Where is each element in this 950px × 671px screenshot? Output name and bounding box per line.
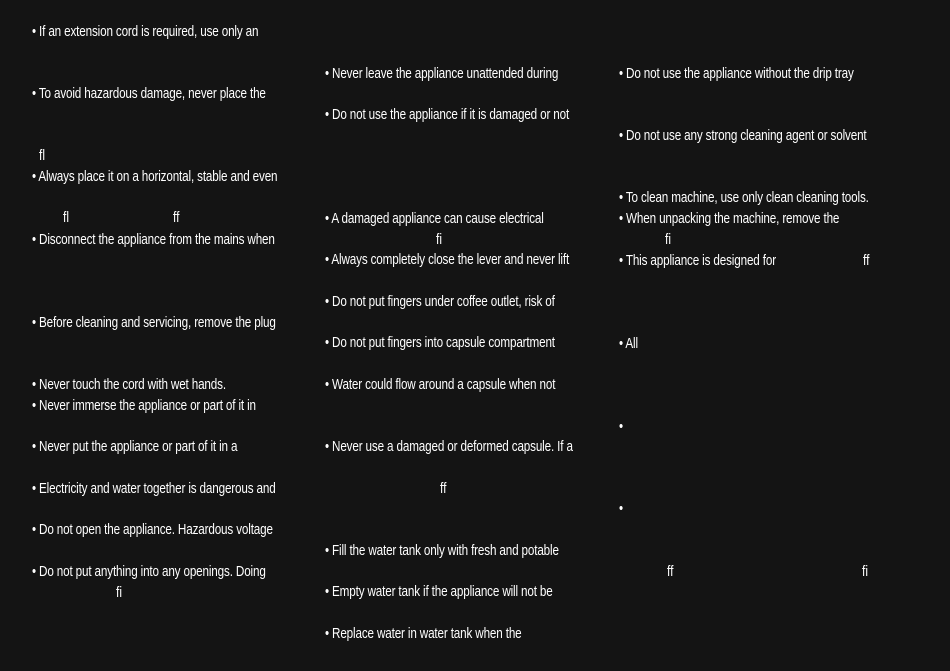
- ligature-fragment: fl: [39, 147, 45, 164]
- bullet-fresh-water: • Fill the water tank only with fresh and potable: [325, 542, 559, 559]
- bullet-extension-cord: • If an extension cord is required, use only an: [32, 23, 259, 40]
- bullet-disconnect-mains: • Disconnect the appliance from the mains when: [32, 231, 275, 248]
- bullet-hazardous-voltage: • Do not open the appliance. Hazardous voltage: [32, 521, 273, 538]
- ligature-fragment: fi: [665, 231, 671, 248]
- bullet-empty: •: [619, 418, 623, 435]
- bullet-never-immerse: • Never immerse the appliance or part of it in: [32, 397, 256, 414]
- bullet-wet-hands: • Never touch the cord with wet hands.: [32, 376, 226, 393]
- bullet-never-put-appliance: • Never put the appliance or part of it in a: [32, 438, 238, 455]
- ligature-fragment: fi: [116, 584, 122, 601]
- ligature-fragment: fl: [63, 209, 69, 226]
- ligature-fragment: fi: [436, 231, 442, 248]
- bullet-electrical-damage: • A damaged appliance can cause electrical: [325, 210, 544, 227]
- bullet-openings: • Do not put anything into any openings. Doing: [32, 563, 266, 580]
- ligature-fragment: ff: [863, 252, 870, 269]
- bullet-deformed-capsule: • Never use a damaged or deformed capsule. If a: [325, 438, 573, 455]
- bullet-empty: •: [619, 500, 623, 517]
- bullet-close-lever: • Always completely close the lever and never lift: [325, 251, 570, 268]
- ligature-fragment: fi: [862, 563, 868, 580]
- bullet-cleaning-agent: • Do not use any strong cleaning agent or solvent: [619, 127, 867, 144]
- bullet-empty-tank: • Empty water tank if the appliance will not be: [325, 583, 553, 600]
- ligature-fragment: ff: [440, 480, 447, 497]
- bullet-hazardous-damage: • To avoid hazardous damage, never place the: [32, 85, 266, 102]
- bullet-designed-for: • This appliance is designed for: [619, 252, 776, 269]
- bullet-water-flow: • Water could flow around a capsule when not: [325, 376, 556, 393]
- bullet-unattended: • Never leave the appliance unattended during: [325, 65, 559, 82]
- ligature-fragment: ff: [173, 209, 180, 226]
- bullet-drip-tray: • Do not use the appliance without the drip tray: [619, 65, 854, 82]
- bullet-all: • All: [619, 335, 638, 352]
- bullet-unpacking: • When unpacking the machine, remove the: [619, 210, 840, 227]
- bullet-horizontal-surface: • Always place it on a horizontal, stable and even: [32, 168, 278, 185]
- bullet-clean-tools: • To clean machine, use only clean cleaning tools.: [619, 189, 869, 206]
- bullet-cleaning-servicing: • Before cleaning and servicing, remove the plug: [32, 314, 276, 331]
- ligature-fragment: ff: [667, 563, 674, 580]
- bullet-replace-water: • Replace water in water tank when the: [325, 625, 522, 642]
- bullet-capsule-compartment: • Do not put fingers into capsule compartment: [325, 334, 555, 351]
- bullet-electricity-water: • Electricity and water together is dangerous and: [32, 480, 276, 497]
- bullet-damaged-appliance-use: • Do not use the appliance if it is damaged or not: [325, 106, 570, 123]
- bullet-coffee-outlet: • Do not put fingers under coffee outlet, risk of: [325, 293, 555, 310]
